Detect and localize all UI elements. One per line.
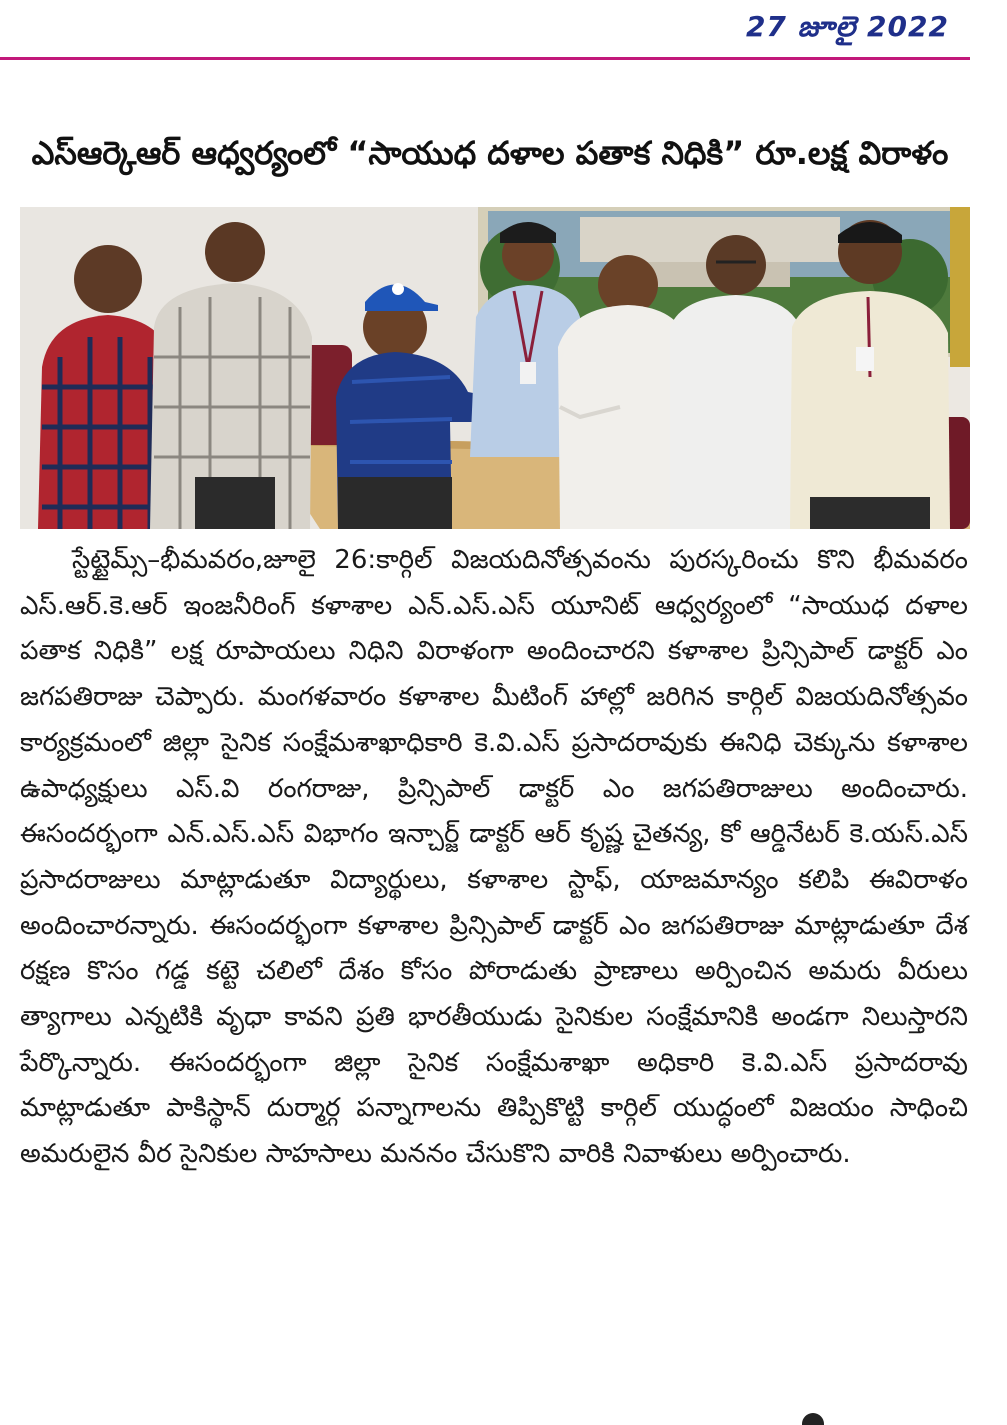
article-paragraph: స్టేట్టైమ్స్–భీమవరం,జూలై 26:కార్గిల్ విజయదినోత్సవంను పురస్కరించు కొని భీమవరం ఎస్.ఆర్.కె.ఆర్ ఇంజనీరింగ్ కళాశాల ఎన్.ఎస్.ఎస్ యూనిట్ ఆధ్వర్యంలో “సాయుధ దళాల పతాక నిధికి” లక్ష రూపాయలు నిధిని విరాళంగా అందించారని కళాశాల ప్రిన్సిపాల్ డాక్టర్ ఎం జగపతిరాజు చెప్పారు. మంగళవారం కళాశాల మీటింగ్ హాల్లో జరిగిన కార్గిల్ విజయదినోత్సవం కార్యక్రమంలో జిల్లా సైనిక సంక్షేమశాఖాధికారి కె.వి.ఎస్ ప్రసాదరావుకు ఈనిధి చెక్కును కళాశాల ఉపాధ్యక్షులు ఎస్.వి రంగరాజు, ప్రిన్సిపాల్ డాక్టర్ ఎం జగపతిరాజులు అందించారు. ఈసందర్భంగా ఎన్.ఎస్.ఎస్ విభాగం ఇన్చార్జ్ డాక్టర్ ఆర్ కృష్ణ చైతన్య, కో ఆర్డినేటర్ కె.యస్.ఎస్ ప్రసాదరాజులు మాట్లాడుతూ విద్యార్థులు, కళాశాల స్టాఫ్, యాజమాన్యం కలిపి ఈవిరాళం అందించారన్నారు. ఈసందర్భంగా కళాశాల ప్రిన్సిపాల్ డాక్టర్ ఎం జగపతిరాజు మాట్లాడుతూ దేశ రక్షణ కొసం గడ్డ కట్టె చలిలో దేశం కోసం పోరాడుతు ప్రాణాలు అర్పించిన అమరు వీరులు త్యాగాలు ఎన్నటికి వృధా కావని ప్రతి భారతీయుడు సైనికుల సంక్షేమానికి అండగా నిలుస్తారని పేర్కొన్నారు. ఈసందర్భంగా జిల్లా సైనిక సంక్షేమశాఖా అధికారి కె.వి.ఎస్ ప్రసాదరావు మాట్లాడుతూ పాకిస్థాన్ దుర్మార్గ పన్నాగాలను తిప్పికొట్టి కార్గిల్ యుద్ధంలో విజయం సాధించి అమరులైన వీర సైనికుల సాహసాలు మననం చేసుకొని వారికి నివాళులు అర్పించారు. [20,545,968,1170]
page-edge-mark [802,1413,824,1425]
header-divider [0,57,970,60]
article-body [20,538,968,1178]
publication-date: 27 జూలై 2022 [745,10,949,43]
headline: ఎస్ఆర్కెఆర్ ఆధ్వర్యంలో “సాయుధ దళాల పతాక నిధికి” రూ.లక్ష విరాళం [31,134,949,173]
news-photo [20,207,970,529]
